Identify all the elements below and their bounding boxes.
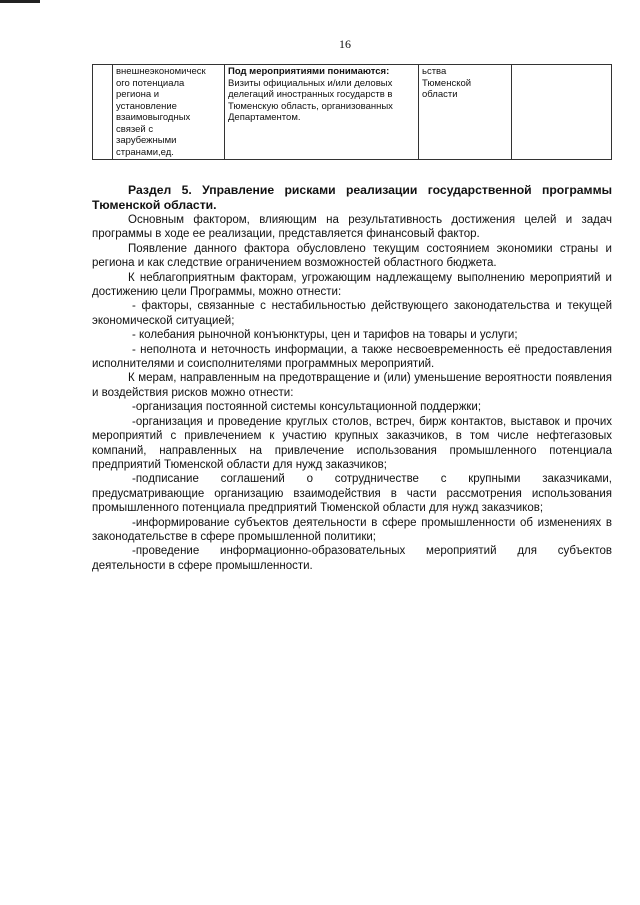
cell-text: зарубежными xyxy=(116,135,177,146)
cell-text: области xyxy=(422,89,458,100)
section-heading-line: Раздел 5. Управление рисками реализации государственной программы xyxy=(128,183,612,197)
table-cell-description xyxy=(225,65,419,160)
cell-text: делегаций иностранных государств в xyxy=(228,89,393,100)
page-number: 16 xyxy=(339,37,351,51)
list-item: - факторы, связанные с нестабильностью действующего законодательства и текущей экономической ситуацией; xyxy=(92,300,612,327)
cell-text: региона и xyxy=(116,89,160,100)
table-cell-source xyxy=(419,65,512,160)
table-row xyxy=(93,65,612,160)
list-item: - неполнота и неточность информации, а также несвоевременность её предоставления исполнителями и соисполнителями программных мероприятий. xyxy=(92,343,612,371)
list-item: -проведение информационно-образовательных мероприятий для субъектов деятельности в сфере промышленности. xyxy=(92,545,612,572)
paragraph: К мерам, направленным на предотвращение и (или) уменьшение вероятности появления и воздействия рисков можно отнести: xyxy=(92,372,612,399)
cell-text: Тюменскую область, организованных xyxy=(228,100,393,112)
table-cell-indicator xyxy=(113,65,225,160)
cell-text: ого потенциала xyxy=(116,77,185,89)
cell-text: взаимовыгодных xyxy=(116,112,191,123)
section-heading xyxy=(92,183,612,213)
section-5 xyxy=(92,183,612,573)
continued-table xyxy=(92,64,612,160)
cell-text: странами,ед. xyxy=(116,146,174,158)
table-cell-empty xyxy=(93,65,113,160)
cell-title: Под мероприятиями понимаются: xyxy=(228,66,390,77)
paragraph: Основным фактором, влияющим на результативность достижения целей и задач программы в ходе ее реализации, представляется финансовый фактор. xyxy=(92,214,612,241)
section-heading-line: Тюменской области. xyxy=(92,198,217,212)
cell-text: внешнеэкономическ xyxy=(116,66,206,77)
corner-mark xyxy=(0,0,40,3)
list-item: -организация и проведение круглых столов, встреч, бирж контактов, выставок и прочих мероприятий с привлечением к участию крупных заказчиков, в том числе нефтегазовых компаний, направленных на привлечение использования промышленного потенциала предприятий Тюменской области для нужд заказчиков; xyxy=(92,415,612,471)
cell-text: связей с xyxy=(116,123,154,135)
cell-text: Визиты официальных и/или деловых xyxy=(228,77,393,89)
list-item: -информирование субъектов деятельности в сфере промышленности об изменениях в законодательстве в сфере промышленной политики; xyxy=(92,516,612,543)
list-item: - колебания рыночной конъюнктуры, цен и тарифов на товары и услуги; xyxy=(132,329,518,342)
paragraph: К неблагоприятным факторам, угрожающим надлежащему выполнению мероприятий и достижению цели Программы, можно отнести: xyxy=(92,271,612,299)
cell-text: ьства xyxy=(422,66,447,77)
table-cell-empty xyxy=(512,65,612,160)
cell-text: Тюменской xyxy=(422,77,472,89)
cell-text: Департаментом. xyxy=(228,112,301,123)
cell-text: установление xyxy=(116,100,177,112)
list-item: -организация постоянной системы консультационной поддержки; xyxy=(132,401,482,414)
list-item: -подписание соглашений о сотрудничестве с крупными заказчиками, предусматривающие организацию взаимодействия в части рассмотрения использования промышленного потенциала предприятий Тюменской области для нужд заказчиков; xyxy=(92,473,612,515)
paragraph: Появление данного фактора обусловлено текущим состоянием экономики страны и региона и как следствие ограничением возможностей областного бюджета. xyxy=(92,242,612,270)
